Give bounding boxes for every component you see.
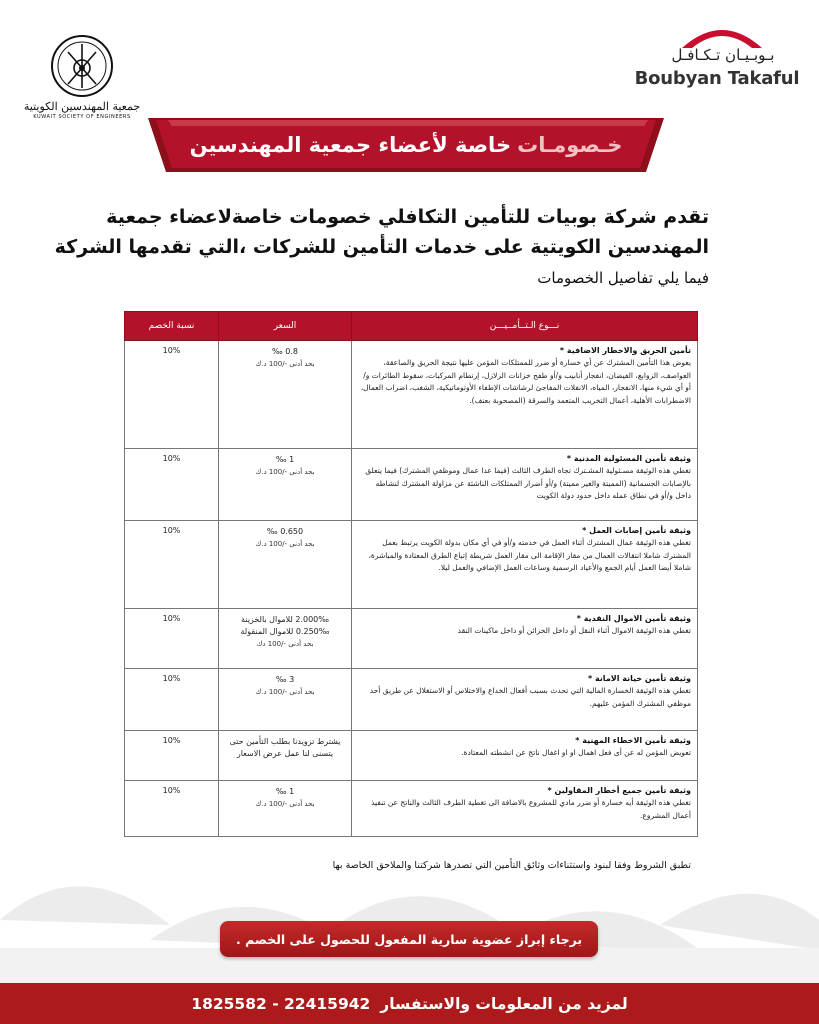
insurance-description: تغطي هذه الوثيقة الخسارة المالية التي تحدث بسبب أفعال الخداع والاختلاس أو الاستغلال عن طريق أحد موظفي المشترك المؤمن عليهم. [369, 686, 691, 708]
insurance-name: وثيقة تأمين المسئولية المدنية * [566, 454, 691, 463]
contact-footer [0, 983, 819, 1024]
header-insurance-type: نـــوع الـتــأمــيـــن [352, 312, 698, 341]
price-minimum: بحد أدنى -/100 د.ك [255, 688, 315, 696]
insurance-name: تأمين الحريق والاخطار الاضافية * [559, 346, 691, 355]
banner-title [148, 118, 664, 172]
price-minimum: بحد أدنى -/100 د.ك [255, 468, 315, 476]
header-discount: نسبة الخصم [125, 312, 219, 341]
price-rate: 1 ‰ [275, 455, 295, 464]
insurance-name: وثيقة تأمين الاخطاء المهنية * [575, 736, 691, 745]
table-row [125, 449, 698, 521]
insurance-description: تغطي هذه الوثيقة أيه خسارة أو ضرر مادي للمشروع بالاضافة الى تغطية الطرف الثالث والناتج عن تنفيذ أعمال المشروع. [371, 798, 691, 820]
price-rate: 0.8 ‰ [271, 347, 298, 356]
table-row [125, 341, 698, 449]
price-rate: 1 ‰ [275, 787, 295, 796]
kse-name-english: KUWAIT SOCIETY OF ENGINEERS [33, 114, 131, 120]
header-price: السعر [219, 312, 352, 341]
contact-label: لمزيد من المعلومات والاستفسار [380, 994, 628, 1013]
terms-note: تطبق الشروط وفقا لبنود واستثناءات وثائق التأمين التي تصدرها شركتنا والملاحق الخاصة بها [332, 860, 691, 871]
banner-highlight: خـصومـات [517, 133, 623, 157]
insurance-description: تغطي هذه الوثيقة عمال المشترك أثناء العمل في خدمته و/أو في أي مكان بدولة الكويت يرتبط بعمل المشترك شاملا انتقالات العمال من مقار الإقامة الى مقار العمل شريطة إتباع الطرق المعتادة والمباشرة، شاملا أيضا العمل أيام الجمع والأعياد الرسمية وساعات العمل الإضافي والعمل ليلا. [368, 538, 691, 572]
intro-text [54, 202, 709, 290]
discount-value: 10% [162, 526, 181, 535]
price-note: يشترط تزويدنا بطلب التأمين حتى يتسنى لنا عمل عرض الاسعار [229, 737, 341, 758]
intro-line-3: فيما يلي تفاصيل الخصومات [537, 269, 709, 287]
contact-phones: 1825582 - 22415942 [191, 994, 371, 1013]
insurance-name: وثيقة تأمين إصابات العمل * [582, 526, 691, 535]
discounts-table [124, 311, 698, 837]
insurance-name: وثيقة تأمين الاموال النقدية * [576, 614, 691, 623]
discount-value: 10% [162, 736, 181, 745]
insurance-description: تغطي هذه الوثيقة الاموال أثناء النقل أو داخل الخزائن أو داخل ماكينات النقد [457, 626, 691, 635]
discount-value: 10% [162, 614, 181, 623]
discount-value: 10% [162, 454, 181, 463]
price-rate: 2.000‰ للاموال بالخزينة [241, 615, 329, 624]
kse-name-arabic: جمعية المهندسين الكويتية [23, 100, 141, 113]
membership-notice: برجاء إبراز عضوية سارية المفعول للحصول على الخصم . [220, 921, 598, 957]
boubyan-name-english: Boubyan Takaful [634, 68, 800, 89]
price-minimum: بحد أدنى -/100 د.ك [255, 360, 315, 368]
table-row [125, 731, 698, 781]
table-header-row [125, 312, 698, 341]
table-row [125, 609, 698, 669]
discount-value: 10% [162, 674, 181, 683]
insurance-description: يعوض هذا التأمين المشترك عن أي خسارة أو ضرر للممتلكات المؤمن عليها نتيجة الحريق والصاعقة، العواصف، الزوابع، الفيضان، انفجار أنابيب و/أو طفح خزانات الزلازل، إرتطام المركبات، سقوط الطائرات و/أو أي شيء منها، الانفجار، المياه، الانفلات المفاجئ لرشاشات الإطفاء الأوتوماتيكية، الشغب، اضراب العمال، الاضطرابات الأهلية، أعمال التخريب المتعمد والسرقة (المصحوبة بعنف). [360, 358, 691, 405]
price-rate: 3 ‰ [275, 675, 295, 684]
price-rate-secondary: 0.250‰ للاموال المنقولة [240, 627, 330, 636]
discount-value: 10% [162, 346, 181, 355]
discount-value: 10% [162, 786, 181, 795]
insurance-description: تغطي هذه الوثيقة مسـئولية المشـترك تجاه الطرف الثالث (فيما عدا عمال وموظفي المشترك) فيما يتعلق بالإصابات الجسمانية (المميتة والغير مميتة) و/أو أضرار الممتلكات الناشئة عن مزاولة المشترك لنشاطه داخل و/أو في نطاق عمله داخل حدود دولة الكويت [365, 466, 691, 500]
table-row [125, 521, 698, 609]
intro-line-1: تقدم شركة بوبيات للتأمين التكافلي خصومات خاصةلاعضاء جمعية [106, 206, 709, 228]
insurance-name: وثيقة تأمين خيانة الامانة * [587, 674, 691, 683]
title-banner [148, 118, 664, 172]
boubyan-name-arabic: بـوبـيـان تـكـافـل [671, 46, 775, 64]
insurance-name: وثيقة تأمين جميع أخطار المقاولين * [547, 786, 691, 795]
price-rate: 0.650 ‰ [266, 527, 304, 536]
background-umbrellas [0, 830, 819, 990]
banner-text: خاصة لأعضاء جمعية المهندسين [189, 133, 512, 157]
table-row [125, 669, 698, 731]
intro-line-2: المهندسين الكويتية على خدمات التأمين للشركات ،التي تقدمها الشركة [54, 236, 709, 258]
price-minimum: بحد أدنى -/100 د.ك [255, 800, 315, 808]
table-row [125, 781, 698, 837]
price-minimum: بحد أدنى -/100 دك [256, 640, 314, 648]
insurance-description: تعويض المؤمن له عن أى فعل اهمال او او اغفال ناتج عن انشطته المعتادة. [461, 748, 691, 757]
price-minimum: بحد أدنى -/100 د.ك [255, 540, 315, 548]
